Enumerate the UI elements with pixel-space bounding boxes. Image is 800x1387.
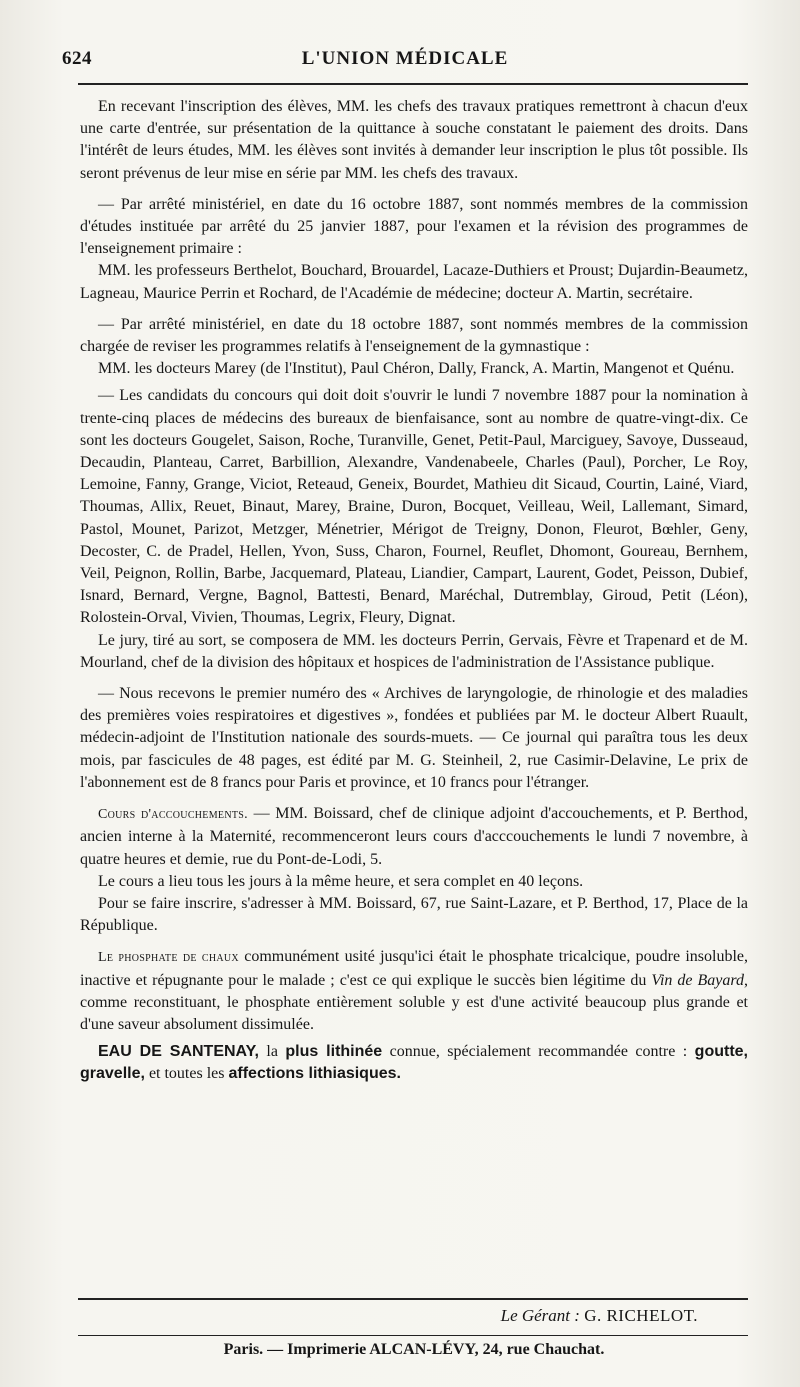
printer-imprint: Paris. — Imprimerie ALCAN-LÉVY, 24, rue Chauchat. <box>223 1341 605 1358</box>
cours-heading: Cours d'accouchements. <box>98 807 248 823</box>
santenay-text-3: et toutes les <box>144 1065 229 1083</box>
phosphate-text-b: , comme reconstituant, le phosphate entièrement soluble y est d'une activité beaucoup plus grande et d'une saveur absolument dissimulée. <box>80 971 749 1033</box>
paragraph-concours-jury: Le jury, tiré au sort, se composera de MM. les docteurs Perrin, Gervais, Fèvre et Trapenard et de M. Mourland, chef de la division des hôpitaux et hospices de l'administration de l'Assistance publique. <box>80 631 748 671</box>
vin-de-bayard: Vin de Bayard <box>651 971 745 989</box>
paragraph-commission-gymnastique: — Par arrêté ministériel, en date du 18 octobre 1887, sont nommés membres de la commission chargée de reviser les programmes relatifs à l'enseignement de la gymnastique : <box>80 315 748 356</box>
header-rule <box>78 83 748 85</box>
article-body <box>80 96 748 1086</box>
paragraph-cours-inscription: Pour se faire inscrire, s'adresser à MM. Boissard, 67, rue Saint-Lazare, et P. Berthod, 17, Place de la République. <box>80 894 748 935</box>
page-header <box>60 48 750 78</box>
santenay-lithinee: plus lithinée <box>285 1043 383 1061</box>
santenay-brand: EAU DE SANTENAY, <box>98 1043 259 1061</box>
footer-rule-bottom <box>78 1335 748 1336</box>
page-number: 624 <box>62 48 92 69</box>
gerant-label: Le Gérant : <box>500 1306 580 1325</box>
gerant-name: G. RICHELOT. <box>584 1306 698 1325</box>
paragraph-cours-accouchements <box>80 803 748 871</box>
paragraph-concours-candidats: — Les candidats du concours qui doit doit s'ouvrir le lundi 7 novembre 1887 pour la nomination à trente-cinq places de médecins des bureaux de bienfaisance, sont au nombre de quatre-vingt-dix. Ce sont les docteurs Gougelet, Saison, Roche, Turanville, Genet, Petit-Paul, Marciguey, Savoye, Dusseaud, Decaudin, Planteau, Carret, Barbillion, Alexandre, Vandenabeele, Charles (Paul), Porcher, Le Roy, Lemoine, Fanny, Grange, Viciot, Reteaud, Geneix, Bourdet, Mathieu dit Sicaud, Courtin, Lainé, Viard, Thoumas, Allix, Reuet, Binaut, Marey, Braine, Duron, Bocquet, Veilleau, Weil, Lallemant, Simard, Pastol, Mounet, Parizot, Metzger, Ménetrier, Mérigot de Treigny, Donon, Fleurot, Bœhler, Geny, Decoster, C. de Pradel, Hellen, Yvon, Suss, Charon, Fournel, Reuflet, Dhomont, Goureau, Bernhem, Veil, Peignon, Rollin, Barbe, Jacquemard, Plateau, Liandier, Campart, Laurent, Godet, Peisson, Dubief, Isnard, Bernard, Vergne, Bagnol, Battesti, Benard, Maréchal, Dutremblay, Giroud, Petit (Léon), Rolostein-Orval, Vivien, Thoumas, Legrix, Fleury, Dignat. <box>80 387 748 627</box>
santenay-text-1: la <box>258 1043 286 1061</box>
paragraph-commission-primaire: — Par arrêté ministériel, en date du 16 octobre 1887, sont nommés membres de la commission d'études instituée par arrêté du 25 janvier 1887, pour l'examen et la révision des programmes de l'enseignement primaire : <box>80 195 748 258</box>
journal-title: L'UNION MÉDICALE <box>301 48 509 69</box>
footer-rule-top <box>78 1298 748 1300</box>
phosphate-heading: Le phosphate de chaux <box>98 950 239 966</box>
paragraph-inscription: En recevant l'inscription des élèves, MM. les chefs des travaux pratiques remettront à chacun d'eux une carte d'entrée, sur présentation de la quittance à souche constatant le paiement des droits. Dans l'intérêt de leurs études, MM. les élèves sont invités à demander leur inscription le plus tôt possible. Ils seront prévenus de leur mise en série par MM. les chefs des travaux. <box>80 98 748 182</box>
paragraph-commission-primaire-members: MM. les professeurs Berthelot, Bouchard, Brouardel, Lacaze-Duthiers et Proust; Dujardin-Beaumetz, Lagneau, Maurice Perrin et Rochard, de l'Académie de médecine; docteur A. Martin, secrétaire. <box>80 262 748 302</box>
santenay-affections: affections lithiasiques. <box>228 1065 401 1083</box>
paragraph-commission-gymnastique-members: MM. les docteurs Marey (de l'Institut), Paul Chéron, Dally, Franck, A. Martin, Mangenot et Quénu. <box>98 360 735 378</box>
gerant-signature <box>80 1306 748 1326</box>
paragraph-archives-laryngologie: — Nous recevons le premier numéro des « Archives de laryngologie, de rhinologie et des maladies des premières voies respiratoires et digestives », fondées et publiées par M. le docteur Albert Ruault, médecin-adjoint de l'Institution nationale des sourds-muets. — Ce journal qui paraîtra tous les deux mois, par fascicules de 48 pages, est édité par M. G. Steinheil, 2, rue Casimir-Delavine, Le prix de l'abonnement est de 8 francs pour Paris et province, et 10 francs pour l'étranger. <box>80 685 748 791</box>
cours-text: — MM. Boissard, chef de clinique adjoint d'accouchements, et P. Berthod, ancien interne à la Maternité, recommenceront leurs cours d'acccouchements le lundi 7 novembre, à quatre heures et demie, rue du Pont-de-Lodi, 5. <box>80 805 749 868</box>
santenay-text-2: connue, spécialement recommandée contre : <box>382 1043 695 1061</box>
paragraph-cours-lecons: Le cours a lieu tous les jours à la même heure, et sera complet en 40 leçons. <box>98 872 584 890</box>
paragraph-santenay-ad <box>80 1041 748 1085</box>
phosphate-text-a: communément usité jusqu'ici était le phosphate tricalcique, poudre insoluble, inactive et répugnante pour le malade ; c'est ce qui explique le succès bien légitime du <box>80 948 749 989</box>
paragraph-phosphate-ad <box>80 946 748 1036</box>
santenay-indications: goutte, gravelle, <box>80 1043 748 1083</box>
